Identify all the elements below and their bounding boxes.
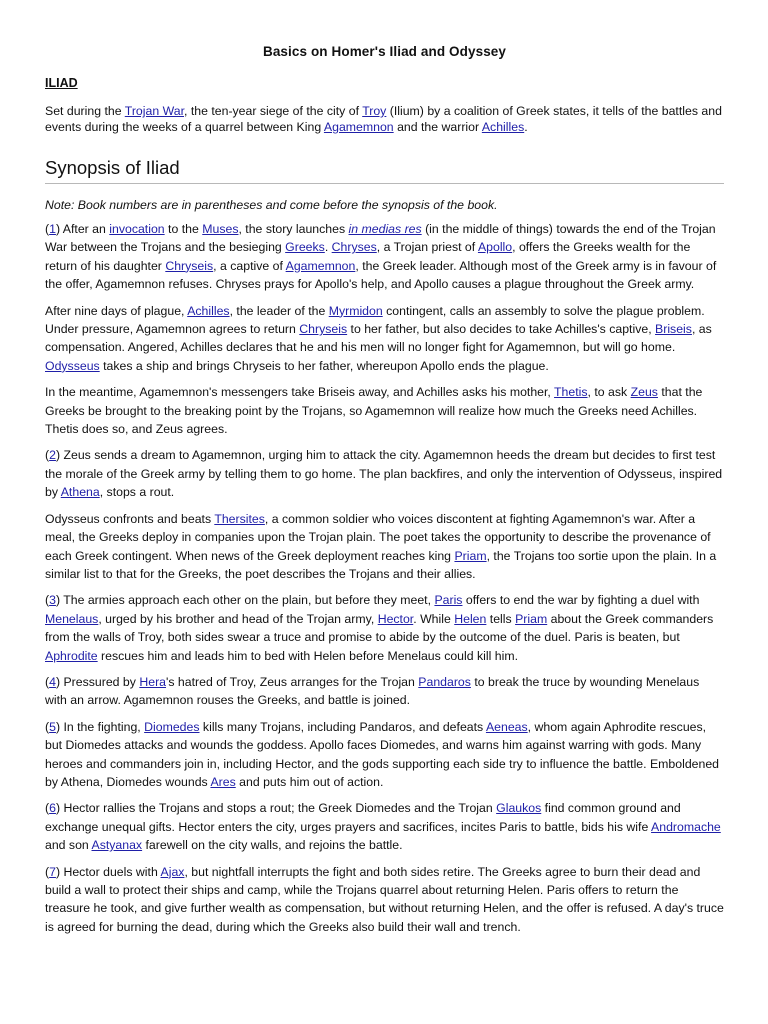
text-run: , as compensation. Angered, Achilles declares that he and his men will no longer fight for Agamemnon, but will go home.: [45, 322, 712, 355]
text-run: and son: [45, 838, 92, 853]
link-thetis[interactable]: Thetis: [554, 385, 588, 400]
text-run: to break the truce by wounding Menelaus with an arrow. Agamemnon rouses the Greeks, and battle is joined.: [45, 674, 700, 708]
text-run: ) Hector duels with: [55, 864, 161, 879]
text-run: , stops a rout.: [99, 485, 175, 500]
synopsis-paragraph: [45, 799, 724, 854]
link-3[interactable]: 3: [49, 593, 56, 608]
text-run: to the: [164, 222, 203, 236]
link-astyanax[interactable]: Astyanax: [91, 838, 143, 853]
text-run: Set during the: [45, 104, 125, 118]
text-run: , a common soldier who voices discontent at fighting Agamemnon's war. After a meal, the Greeks deploy in companies upon the Trojan plain. The poet takes the opportunity to describe the provenance of each Greek contingent. When news of the Greek deployment reaches king: [45, 511, 711, 563]
text-run: (: [45, 593, 50, 608]
text-run: kills many Trojans, including Pandaros, and defeats: [199, 719, 486, 734]
link-agamemnon[interactable]: Agamemnon: [323, 120, 394, 134]
text-run: ) Hector rallies the Trojans and stops a rout; the Greek Diomedes and the Trojan: [55, 801, 497, 816]
text-run: .: [524, 120, 528, 134]
link-hera[interactable]: Hera: [139, 674, 166, 689]
link-priam[interactable]: Priam: [515, 611, 548, 626]
synopsis-paragraph: [45, 510, 724, 584]
text-run: Odysseus confronts and beats: [45, 511, 215, 526]
text-run: , urged by his brother and head of the Trojan army,: [98, 611, 378, 626]
link-odysseus[interactable]: Odysseus: [45, 358, 100, 373]
text-run: (: [45, 801, 50, 816]
link-achilles[interactable]: Achilles: [187, 303, 230, 318]
text-run: , the ten-year siege of the city of: [184, 104, 363, 118]
link-paris[interactable]: Paris: [434, 593, 463, 608]
text-run: farewell on the city walls, and rejoins the battle.: [142, 838, 403, 853]
text-run: about the Greek commanders from the walls of Troy, both sides swear a truce and promise to abide by the outcome of the duel. Paris is beaten, but: [45, 611, 714, 645]
link-chryses[interactable]: Chryses: [331, 240, 377, 255]
text-run: , whom again Aphrodite rescues, but Diomedes attacks and wounds the goddess. Apollo faces Diomedes, and warns him against warring with gods. Many heroes and commanders join in, including Hector, and the gods supporting each side try to influence the battle. Emboldened by Athena, Diomedes wounds: [45, 719, 720, 789]
link-apollo[interactable]: Apollo: [477, 240, 513, 255]
text-run: and the warrior: [393, 120, 482, 134]
synopsis-paragraph: [45, 591, 724, 665]
link-2[interactable]: 2: [49, 448, 56, 463]
synopsis-paragraph: [45, 863, 724, 937]
link-ajax[interactable]: Ajax: [160, 864, 185, 879]
link-zeus[interactable]: Zeus: [630, 385, 658, 400]
text-run: (: [45, 719, 50, 734]
section-label-iliad: ILIAD: [45, 76, 78, 90]
text-run: In the meantime, Agamemnon's messengers take Briseis away, and Achilles asks his mother,: [45, 385, 555, 400]
text-run: contingent, calls an assembly to solve the plague problem. Under pressure, Agamemnon agrees to return: [45, 303, 705, 337]
text-run: takes a ship and brings Chryseis to her father, whereupon Apollo ends the plague.: [99, 358, 549, 373]
text-run: ) In the fighting,: [55, 719, 145, 734]
link-in-medias-res[interactable]: in medias res: [348, 222, 422, 236]
link-glaukos[interactable]: Glaukos: [496, 801, 542, 816]
synopsis-paragraph: [45, 302, 724, 376]
link-thersites[interactable]: Thersites: [214, 511, 265, 526]
text-run: . While: [413, 611, 455, 626]
text-run: , a Trojan priest of: [376, 240, 478, 255]
link-chryseis[interactable]: Chryseis: [299, 322, 348, 337]
text-run: and puts him out of action.: [235, 774, 384, 789]
text-run: ) Pressured by: [55, 674, 140, 689]
text-run: .: [324, 240, 332, 255]
text-run: , the Greek leader. Although most of the Greek army is in favour of the offer, Agamemnon refuses. Chryses prays for Apollo's help, and Apollo causes a plague throughout the Greek army.: [45, 258, 717, 292]
link-aeneas[interactable]: Aeneas: [485, 719, 528, 734]
text-run: , but nightfall interrupts the fight and both sides retire. The Greeks agree to burn their dead and build a wall to protect their ships and camp, while the Trojans quarrel about returning Helen. Paris offers to return the treasure he took, and give further wealth as compensation, but without returning Helen, and the offer is refused. A day's truce is agreed for burning the dead, during which the Greeks also build their wall and trench.: [45, 864, 724, 934]
link-achilles[interactable]: Achilles: [481, 120, 525, 134]
link-4[interactable]: 4: [49, 674, 56, 689]
link-6[interactable]: 6: [49, 801, 56, 816]
link-menelaus[interactable]: Menelaus: [45, 611, 99, 626]
text-run: (in the middle of things) towards the end of the Trojan War between the Trojans and the besieging: [45, 222, 716, 255]
text-run: , the Trojans too sortie upon the plain. In a similar list to that for the Greeks, the poet describes the Trojans and their allies.: [45, 548, 717, 581]
link-aphrodite[interactable]: Aphrodite: [45, 648, 98, 663]
link-agamemnon[interactable]: Agamemnon: [285, 258, 356, 273]
text-run: ) The armies approach each other on the plain, but before they meet,: [55, 593, 435, 608]
text-run: 's hatred of Troy, Zeus arranges for the Trojan: [166, 674, 419, 689]
text-run: After nine days of plague,: [45, 303, 188, 318]
link-hector[interactable]: Hector: [377, 611, 414, 626]
text-run: offers to end the war by fighting a duel with: [462, 593, 700, 608]
synopsis-paragraph: [45, 673, 724, 710]
synopsis-paragraph: [45, 446, 724, 501]
link-trojan-war[interactable]: Trojan War: [124, 104, 184, 118]
text-run: ) After an: [55, 222, 110, 236]
text-run: , offers the Greeks wealth for the return of his daughter: [45, 240, 691, 273]
link-ares[interactable]: Ares: [210, 774, 236, 789]
book-numbers-note: Note: Book numbers are in parentheses and come before the synopsis of the book.: [45, 198, 498, 212]
text-run: (Ilium) by a coalition of Greek states, it tells of the battles and events during the weeks of a quarrel between King: [45, 104, 722, 134]
text-run: rescues him and leads him to bed with Helen before Menelaus could kill him.: [97, 648, 518, 663]
link-troy[interactable]: Troy: [362, 104, 387, 118]
text-run: , the story launches: [238, 222, 349, 236]
document-title: Basics on Homer's Iliad and Odyssey: [262, 44, 507, 59]
link-priam[interactable]: Priam: [454, 548, 487, 563]
text-run: (: [45, 448, 50, 463]
synopsis-paragraph: [45, 383, 724, 438]
link-briseis[interactable]: Briseis: [655, 322, 692, 337]
synopsis-paragraph: [45, 220, 724, 294]
link-7[interactable]: 7: [49, 864, 56, 879]
text-run: , a captive of: [213, 258, 286, 273]
synopsis-body: [45, 220, 724, 936]
link-athena[interactable]: Athena: [60, 485, 100, 500]
text-run: , the leader of the: [229, 303, 329, 318]
text-run: (: [45, 222, 50, 236]
synopsis-paragraph: [45, 718, 724, 792]
link-muses[interactable]: Muses: [202, 222, 239, 236]
text-run: (: [45, 864, 50, 879]
text-run: tells: [486, 611, 516, 626]
text-run: , to ask: [587, 385, 631, 400]
intro-paragraph: [45, 103, 724, 135]
text-run: ) Zeus sends a dream to Agamemnon, urging him to attack the city. Agamemnon heeds the dream but decides to first test the morale of the Greek army by telling them to go home. The plan backfires, and only the intervention of Odysseus, inspired by: [45, 448, 723, 500]
link-helen[interactable]: Helen: [454, 611, 487, 626]
link-invocation[interactable]: invocation: [109, 222, 165, 236]
link-greeks[interactable]: Greeks: [285, 240, 325, 255]
link-diomedes[interactable]: Diomedes: [144, 719, 200, 734]
text-run: to her father, but also decides to take Achilles's captive,: [347, 322, 656, 337]
link-pandaros[interactable]: Pandaros: [418, 674, 471, 689]
link-chryseis[interactable]: Chryseis: [165, 258, 214, 273]
synopsis-heading: Synopsis of Iliad: [45, 157, 724, 184]
link-myrmidon[interactable]: Myrmidon: [328, 303, 383, 318]
text-run: (: [45, 674, 50, 689]
link-5[interactable]: 5: [49, 719, 56, 734]
link-andromache[interactable]: Andromache: [651, 819, 721, 834]
link-1[interactable]: 1: [49, 222, 56, 236]
text-run: that the Greeks be brought to the breaking point by the Trojans, so Agamemnon will realize how much the Greeks need Achilles. Thetis does so, and Zeus agrees.: [45, 385, 703, 437]
text-run: find common ground and exchange unequal gifts. Hector enters the city, urges prayers and sacrifices, incites Paris to battle, bids his wife: [45, 801, 681, 834]
